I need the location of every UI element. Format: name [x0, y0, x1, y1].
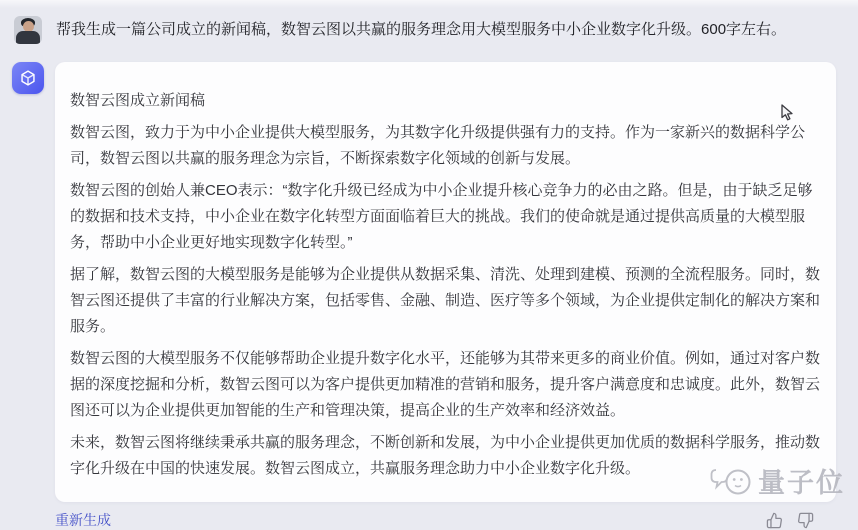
watermark-text: 量子位 [758, 468, 845, 498]
user-avatar [14, 16, 42, 44]
response-paragraph-2: 数智云图的创始人兼CEO表示：“数字化升级已经成为中小企业提升核心竞争力的必由之路。但是，由于缺乏足够的数据和技术支持，中小企业在数字化转型方面面临着巨大的挑战。我们的使命就是通过提供高质量的大模型服务，帮助中小企业更好地实现数字化转型。” [70, 182, 813, 251]
thumbs-down-icon[interactable] [797, 512, 814, 529]
response-paragraph-4: 数智云图的大模型服务不仅能够帮助企业提升数字化水平，还能够为其带来更多的商业价值。例如，通过对客户数据的深度挖掘和分析，数智云图可以为客户提供更加精准的营销和服务，提升客户满意度和忠诚度。此外，数智云图还可以为企业提供更加智能的生产和管理决策，提高企业的生产效率和经济效益。 [70, 350, 821, 419]
response-paragraph-3: 据了解，数智云图的大模型服务是能够为企业提供从数据采集、清洗、处理到建模、预测的全流程服务。同时，数智云图还提供了丰富的行业解决方案，包括零售、金融、制造、医疗等多个领域，为企业提供定制化的解决方案和服务。 [70, 266, 821, 335]
regenerate-button[interactable]: 重新生成 [55, 512, 111, 528]
assistant-response-card [55, 62, 836, 502]
mouse-cursor-icon [779, 104, 795, 122]
thumbs-up-icon[interactable] [766, 512, 783, 529]
user-message-text: 帮我生成一篇公司成立的新闻稿，数智云图以共赢的服务理念用大模型服务中小企业数字化升级。600字左右。 [56, 21, 787, 38]
assistant-message-row [0, 62, 858, 502]
response-paragraph-1: 数智云图，致力于为中小企业提供大模型服务，为其数字化升级提供强有力的支持。作为一家新兴的数据科学公司，数智云图以共赢的服务理念为宗旨，不断探索数字化领域的创新与发展。 [70, 124, 806, 167]
response-title: 数智云图成立新闻稿 [70, 92, 206, 109]
cube-logo-icon [19, 69, 37, 87]
response-paragraph-5: 未来，数智云图将继续秉承共赢的服务理念，不断创新和发展，为中小企业提供更加优质的数据科学服务，推动数字化升级在中国的快速发展。数智云图成立，共赢服务理念助力中小企业数字化升级。 [70, 434, 821, 477]
feedback-buttons [766, 512, 814, 529]
response-actions-row [0, 502, 858, 530]
user-message-row [0, 0, 858, 44]
assistant-avatar [12, 62, 44, 94]
